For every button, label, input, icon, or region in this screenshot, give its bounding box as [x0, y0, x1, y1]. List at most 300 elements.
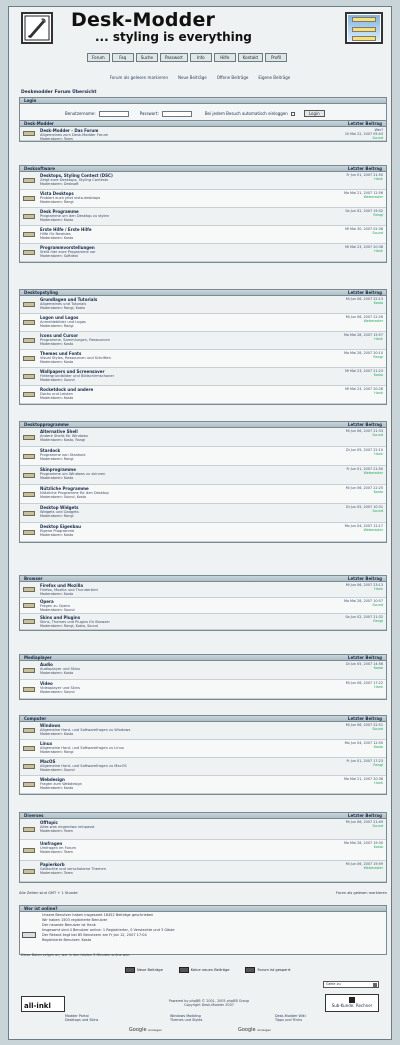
forum-folder-icon	[20, 190, 38, 207]
last-post-line: Mi Jun 06, 2007 23:13	[345, 583, 383, 587]
forum-moderators: Moderatoren: Rangi	[40, 457, 74, 461]
forum-row[interactable]	[20, 680, 386, 699]
forum-info	[38, 758, 308, 775]
forum-title[interactable]: Vista Desktops	[40, 191, 74, 196]
forum-info	[38, 485, 308, 503]
forum-moderators: Moderatoren: Sound	[40, 690, 75, 694]
forum-row[interactable]	[20, 314, 386, 332]
last-post-line[interactable]: Rangi	[373, 763, 383, 768]
username-label: Benutzername:	[65, 111, 96, 116]
last-post	[308, 485, 386, 503]
forum-description: Eigene Programme	[40, 529, 75, 533]
breadcrumb[interactable]: Deskmodder Forum Übersicht	[21, 90, 97, 95]
google-sub: Anzeigen	[148, 1028, 162, 1032]
page-container	[8, 6, 392, 1040]
last-post-line[interactable]: Webmaster	[363, 319, 383, 324]
forum-moderators: Moderatoren: Kosto	[40, 342, 74, 346]
legend-label: Keine neuen Beiträge	[190, 968, 230, 972]
forum-description: Widgets und Gadgets	[40, 510, 79, 514]
last-post-line[interactable]: Sound	[372, 433, 383, 438]
forum-info	[38, 680, 308, 698]
password-input[interactable]	[162, 111, 192, 117]
forum-row[interactable]	[20, 368, 386, 386]
category-2	[19, 289, 387, 405]
forum-title[interactable]: Windows	[40, 723, 61, 728]
last-post-line[interactable]: Hank	[374, 685, 383, 690]
forum-description: Andere Shells für Windows	[40, 434, 88, 438]
category-title[interactable]: Desktopstyling	[24, 290, 58, 295]
nav-passwort[interactable]: Passwort	[160, 53, 188, 62]
forum-folder-icon	[20, 314, 38, 331]
forum-row[interactable]	[20, 582, 386, 598]
last-post-header: Letzter Beitrag	[347, 121, 382, 126]
forum-title[interactable]: Icons und Cursor	[40, 333, 79, 338]
last-post-line: Di Jun 05, 2007 14:56	[346, 662, 383, 666]
last-post-line[interactable]: Hank	[374, 587, 383, 592]
last-post-line: Sa Jun 02, 2007 19:32	[345, 209, 383, 213]
forum-folder-icon	[20, 368, 38, 385]
last-post-line[interactable]: Hank	[374, 337, 383, 342]
forum-folder-icon	[20, 680, 38, 698]
partner-block	[275, 1014, 365, 1023]
forum-title[interactable]: Wallpapers und Screensaver	[40, 369, 105, 374]
forum-info	[38, 386, 308, 403]
banner-stripe	[352, 17, 376, 22]
forum-moderators: Moderatoren: Desksoft	[40, 182, 79, 186]
last-post-line[interactable]: Rangi	[373, 355, 383, 360]
forum-description: Fragen zu Opera	[40, 604, 70, 608]
last-post-line[interactable]: Hank	[374, 452, 383, 457]
hosting-logo-text: all-inkl	[24, 1002, 51, 1010]
last-post	[308, 680, 386, 698]
category-title[interactable]: Mediaplayer	[24, 655, 52, 660]
forum-folder-icon	[20, 208, 38, 225]
last-post	[308, 350, 386, 367]
forum-title[interactable]: Desktop Widgets	[40, 505, 79, 510]
who-line: Insgesamt sind 4 Benutzer online: 1 Registrierter, 0 Versteckte und 3 Gäste	[42, 928, 175, 932]
forum-folder-icon	[20, 776, 38, 793]
last-post	[308, 661, 386, 679]
last-post-line[interactable]: Sound	[372, 603, 383, 608]
timezone-note: Alle Zeiten sind GMT + 1 Stunde	[19, 891, 78, 895]
last-post	[308, 523, 386, 541]
partner-link[interactable]: Themes und Styles	[170, 1018, 203, 1023]
forum-info	[38, 523, 308, 541]
last-post-line: Mi Jun 06, 2007 21:33	[345, 429, 383, 433]
footer-badge[interactable]	[325, 994, 379, 1012]
forum-folder-icon	[20, 661, 38, 679]
site-title: Desk-Modder	[71, 9, 216, 31]
hosting-logo[interactable]	[21, 996, 65, 1012]
last-post-line: Sa Jun 02, 2007 21:32	[345, 615, 383, 619]
last-post-line[interactable]: Kosto	[373, 745, 383, 750]
last-post	[308, 226, 386, 243]
forum-info	[38, 314, 308, 331]
copyright-line: Copyright Desk-Modder 2007	[184, 1003, 234, 1008]
legend-item	[179, 967, 230, 973]
forum-title[interactable]: Firefox und Mozilla	[40, 583, 84, 588]
forum-row[interactable]	[20, 819, 386, 840]
last-post	[308, 332, 386, 349]
partner-link[interactable]: Desk-Modder Wiki	[275, 1014, 306, 1018]
forum-row[interactable]	[20, 722, 386, 740]
forum-folder-icon	[20, 819, 38, 839]
forum-moderators: Moderatoren: Rangi, Kosto	[40, 306, 85, 310]
forum-row[interactable]	[20, 861, 386, 882]
forum-row[interactable]	[20, 504, 386, 523]
last-post-line[interactable]: Hank	[374, 177, 383, 182]
forum-row[interactable]	[20, 190, 386, 208]
forum-folder-icon	[20, 428, 38, 446]
forum-folder-icon	[20, 523, 38, 541]
last-post	[308, 244, 386, 261]
last-post-line: Mo Mai 28, 2007 10:57	[343, 599, 383, 603]
forum-row[interactable]	[20, 226, 386, 244]
category-1	[19, 165, 387, 263]
last-post	[308, 504, 386, 522]
partner-links	[65, 1014, 365, 1023]
forum-moderators: Moderatoren: Kosto	[40, 592, 74, 596]
last-post-header: Letzter Beitrag	[347, 813, 382, 818]
forum-title[interactable]: Programmvorstellungen	[40, 245, 95, 250]
forum-moderators: Moderatoren: Team	[40, 137, 73, 140]
last-post-line[interactable]: Webmaster	[363, 471, 383, 476]
forum-description: Visual Styles, Ressourcen und Schriften	[40, 356, 111, 360]
forum-title[interactable]: Themes und Fonts	[40, 351, 82, 356]
subnav-link[interactable]: Eigene Beiträge	[258, 75, 291, 80]
last-post	[308, 582, 386, 597]
nav-faq[interactable]: Faq	[112, 53, 134, 62]
last-post-line[interactable]: Webmaster	[363, 866, 383, 871]
last-post-line[interactable]: Kosto	[373, 373, 383, 378]
forum-row[interactable]	[20, 208, 386, 226]
forum-moderators: Moderatoren: Team	[40, 850, 73, 854]
category-title[interactable]: Browser	[24, 576, 43, 581]
forum-info	[38, 172, 308, 189]
category-5	[19, 654, 387, 700]
last-post-line: Mo Jun 04, 2007 12:50	[344, 741, 383, 745]
forum-moderators: Moderatoren: Kosto	[40, 732, 74, 736]
banner-stripe	[352, 36, 376, 41]
forum-description: Allgemeine Hard- und Softwarefragen zu Windows	[40, 728, 131, 732]
last-post-line[interactable]: Webmaster	[363, 528, 383, 533]
last-post	[308, 598, 386, 613]
forum-info	[38, 661, 308, 679]
forum-title[interactable]: Alternative Shell	[40, 429, 78, 434]
nav-suche[interactable]: Suche	[136, 53, 158, 62]
google-text: Google	[238, 1027, 258, 1033]
last-post-line: Mi Mai 23, 2007 21:23	[345, 369, 383, 373]
forum-title[interactable]: Rocketdock und andere	[40, 387, 94, 392]
forum-moderators: Moderatoren: Rangi	[40, 324, 74, 328]
last-post	[308, 447, 386, 465]
category-4	[19, 575, 387, 631]
forum-title[interactable]: Audio	[40, 662, 53, 667]
forum-row[interactable]	[20, 296, 386, 314]
subnav-link[interactable]: Neue Beiträge	[178, 75, 207, 80]
subnav-link[interactable]: Offene Beiträge	[216, 75, 249, 80]
who-is-online	[19, 905, 387, 955]
forum-row[interactable]	[20, 661, 386, 680]
partner-link[interactable]: Desktops und Skins	[65, 1018, 99, 1023]
forum-folder-icon	[20, 447, 38, 465]
forum-description: Probiert euch jetzt vista-desktops	[40, 196, 101, 200]
forum-title[interactable]: Skinprogramme	[40, 467, 76, 472]
forum-info	[38, 598, 308, 613]
last-post-line: Mi Mai 23, 2007 20:38	[345, 245, 383, 249]
forum-moderators: Moderatoren: Kosto	[40, 360, 74, 364]
forum-description: Audioplayer und Skins	[40, 667, 81, 671]
forum-folder-icon	[20, 740, 38, 757]
category-title[interactable]: Diverses	[24, 813, 44, 818]
mark-read-link[interactable]: Foren als gelesen markieren	[336, 891, 387, 895]
forum-row[interactable]	[20, 758, 386, 776]
remember-checkbox[interactable]	[291, 112, 295, 116]
legend-label: Forum ist gesperrt	[257, 968, 291, 972]
last-post-line[interactable]: Hank	[374, 391, 383, 396]
last-post-line[interactable]: Kosto	[373, 845, 383, 850]
forum-description: Allgemeines zum Desk-Modder Forum	[40, 133, 109, 137]
forum-row[interactable]	[20, 244, 386, 262]
stats-line	[19, 891, 387, 895]
forum-title[interactable]: Desk-Modder - Das Forum	[40, 128, 99, 133]
forum-description: Allgemeines und Tutorials	[40, 302, 87, 306]
forum-row[interactable]	[20, 776, 386, 794]
forum-title[interactable]: Webdesign	[40, 777, 65, 782]
partner-link[interactable]: Tipps und Tricks	[275, 1018, 303, 1023]
forum-description: Gelöschte und verschobene Themen	[40, 867, 106, 871]
category-3	[19, 421, 387, 543]
forum-info	[38, 244, 308, 261]
forum-title[interactable]: Skins und Plugins	[40, 615, 81, 620]
partner-link[interactable]: Modder Portal	[65, 1014, 89, 1018]
forum-folder-icon	[20, 504, 38, 522]
sub-nav	[9, 75, 391, 80]
forum-folder-icon	[20, 226, 38, 243]
last-post-line: Mo Mai 21, 2007 12:56	[343, 191, 383, 195]
last-post-line[interactable]: Kosto	[373, 301, 383, 306]
last-post	[308, 776, 386, 793]
last-post-line[interactable]: Sound	[372, 231, 383, 236]
forum-description: Allgemeine Hard- und Softwarefragen zu Linux	[40, 746, 124, 750]
forum-moderators: Moderatoren: Sound	[40, 378, 75, 382]
forum-moderators: Moderatoren: Sound	[40, 608, 75, 612]
category-title[interactable]: Desk-Modder	[24, 121, 54, 126]
forum-folder-icon	[20, 244, 38, 261]
forum-folder-icon	[20, 127, 38, 140]
category-title[interactable]: Computer	[24, 716, 47, 721]
legend-item	[125, 967, 163, 973]
partner-link[interactable]: Windows Modding	[170, 1014, 201, 1018]
who-line: Wir haben 1503 registrierte Benutzer	[42, 918, 108, 922]
banner-badge[interactable]	[345, 12, 383, 44]
category-7	[19, 812, 387, 883]
forum-folder-icon	[20, 350, 38, 367]
who-stats	[38, 912, 386, 943]
forum-row[interactable]	[20, 127, 386, 141]
last-post-line[interactable]: Sound	[372, 509, 383, 514]
google-ads	[9, 1027, 391, 1033]
username-input[interactable]	[99, 111, 129, 117]
forum-description: Docks und Leisten	[40, 392, 73, 396]
who-line: Registrierte Benutzer: Kosto	[42, 938, 92, 942]
forum-info	[38, 861, 308, 881]
last-post-line: Mi Mai 30, 2007 02:38	[345, 227, 383, 231]
last-post	[308, 208, 386, 225]
forum-row[interactable]	[20, 332, 386, 350]
forum-title[interactable]: Erste Hilfe / Erste Hilfe	[40, 227, 92, 232]
forum-info	[38, 428, 308, 446]
forum-title[interactable]: Grundlagen und Tutorials	[40, 297, 98, 302]
forum-folder-icon	[20, 758, 38, 775]
last-post-line[interactable]: Rangi	[373, 213, 383, 218]
forum-description: Programme um Windows zu skinnen	[40, 472, 106, 476]
last-post-line[interactable]: Hank	[374, 781, 383, 786]
forum-title[interactable]: Offtopic	[40, 820, 58, 825]
last-post-line[interactable]: Sound	[372, 136, 383, 141]
forum-title[interactable]: Opera	[40, 599, 54, 604]
forum-moderators: Moderatoren: Sound	[40, 768, 75, 772]
login-box	[19, 97, 387, 121]
category-6	[19, 715, 387, 795]
forum-moderators: Moderatoren: Rangi	[40, 514, 74, 518]
forum-row[interactable]	[20, 350, 386, 368]
last-post-line[interactable]: Hank	[374, 249, 383, 254]
forum-title[interactable]: Video	[40, 681, 53, 686]
forum-row[interactable]	[20, 466, 386, 485]
forum-title[interactable]: Umfragen	[40, 841, 63, 846]
last-post	[308, 466, 386, 484]
last-post	[308, 614, 386, 629]
forum-row[interactable]	[20, 485, 386, 504]
forum-title[interactable]: Desk Programme	[40, 209, 79, 214]
last-post-header: Letzter Beitrag	[347, 716, 382, 721]
forum-title[interactable]: Logon und Logos	[40, 315, 79, 320]
online-icon	[20, 912, 38, 943]
forum-folder-icon	[20, 582, 38, 597]
forum-info	[38, 740, 308, 757]
last-post	[308, 314, 386, 331]
forum-moderators: Moderatoren: Rangi	[40, 200, 74, 204]
forum-moderators: Moderatoren: Team	[40, 829, 73, 833]
forum-description: Hilfe für Newbies	[40, 232, 71, 236]
forum-row[interactable]	[20, 614, 386, 630]
forum-info	[38, 447, 308, 465]
jump-select[interactable]: Gehe zu	[323, 981, 379, 988]
last-post	[308, 386, 386, 403]
forum-title[interactable]: Nützliche Programme	[40, 486, 89, 491]
forum-row[interactable]	[20, 428, 386, 447]
forum-title[interactable]: Desktops, Styling Contest (DSC)	[40, 173, 113, 178]
forum-info	[38, 819, 308, 839]
last-post	[308, 819, 386, 839]
last-post-line: Mi Jun 06, 2007 17:22	[345, 681, 383, 685]
last-post-line[interactable]: Sound	[372, 824, 383, 829]
forum-info	[38, 350, 308, 367]
last-post	[308, 722, 386, 739]
forum-description: Nützliche Programme für den Desktop	[40, 491, 109, 495]
copyright	[109, 999, 309, 1008]
forum-row[interactable]	[20, 840, 386, 861]
last-post	[308, 428, 386, 446]
forum-title[interactable]: Papierkorb	[40, 862, 65, 867]
last-post-line[interactable]: Webmaster	[363, 195, 383, 200]
who-line: Der Rekord liegt bei 85 Benutzern am Fr Jan 12, 2007 17:04	[42, 933, 147, 937]
last-post-line: Mo Mai 28, 2007 20:10	[343, 351, 383, 355]
paintbrush-icon	[24, 15, 50, 41]
last-post-line: Mi Jun 06, 2007 21:49	[345, 820, 383, 824]
forum-moderators: Moderatoren: Kosto	[40, 476, 74, 480]
forum-folder-icon	[20, 861, 38, 881]
forum-title[interactable]: Desktop Eigenbau	[40, 524, 81, 529]
forum-description: Umfragen im Forum	[40, 846, 77, 850]
legend-folder-icon	[179, 967, 189, 973]
last-post	[308, 840, 386, 860]
last-post-line[interactable]: Kosto	[373, 666, 383, 671]
last-post-line: Mi Jun 06, 2007 22:13	[345, 297, 383, 301]
who-title: Wer ist online?	[20, 906, 386, 912]
forum-row[interactable]	[20, 740, 386, 758]
forum-moderators: Moderatoren: Softdeal	[40, 254, 78, 258]
last-post-line[interactable]: Sound	[372, 727, 383, 732]
nav-profil[interactable]: Profil	[265, 53, 287, 62]
category-title[interactable]: Desktopprogramme	[24, 422, 69, 427]
forum-row[interactable]	[20, 386, 386, 404]
last-post-line[interactable]: Rangi	[373, 619, 383, 624]
icon-legend	[125, 967, 291, 973]
forum-moderators: Moderatoren: Kosto, Rangi	[40, 438, 85, 442]
last-post-line: Fr Jun 01, 2007 17:23	[346, 759, 383, 763]
google-logo[interactable]	[129, 1027, 162, 1033]
legend-label: Neue Beiträge	[137, 968, 163, 972]
forum-row[interactable]	[20, 172, 386, 190]
subnav-link[interactable]: Forum als gelesen markieren	[109, 75, 168, 80]
forum-folder-icon	[20, 386, 38, 403]
category-title[interactable]: Desksoftware	[24, 166, 55, 171]
nav-info[interactable]: Info	[190, 53, 212, 62]
last-post-line[interactable]: Kosto	[373, 490, 383, 495]
nav-kontakt[interactable]: Kontakt	[238, 53, 263, 62]
remember-label: Bei jedem Besuch automatisch einloggen	[204, 111, 288, 116]
forum-description: Programme, Sammlungen, Ressourcen	[40, 338, 110, 342]
login-button[interactable]: Login	[304, 110, 325, 117]
last-post	[308, 368, 386, 385]
site-logo[interactable]	[21, 12, 53, 44]
forum-title[interactable]: Stardock	[40, 448, 61, 453]
forum-moderators: Moderatoren: Kosto	[40, 396, 74, 400]
nav-hilfe[interactable]: Hilfe	[214, 53, 236, 62]
forum-info	[38, 296, 308, 313]
google-logo[interactable]	[238, 1027, 271, 1033]
forum-moderators: Moderatoren: Team	[40, 871, 73, 875]
who-line: Der neueste Benutzer ist Hank	[42, 923, 96, 927]
forum-row[interactable]	[20, 447, 386, 466]
google-text: Google	[128, 1027, 149, 1033]
nav-forum[interactable]: Forum	[87, 53, 110, 62]
forum-moderators: Moderatoren: Sound, Kosto	[40, 495, 87, 499]
forum-title[interactable]: Linux	[40, 741, 53, 746]
forum-title[interactable]: MacOS	[40, 759, 56, 764]
forum-row[interactable]	[20, 523, 386, 542]
last-post-line: Mo Jun 04, 2007 12:17	[344, 524, 383, 528]
last-post-line: Di Jun 05, 2007 22:10	[346, 448, 383, 452]
forum-row[interactable]	[20, 598, 386, 614]
last-post-line: Mi Jun 06, 2007 19:59	[345, 862, 383, 866]
forum-folder-icon	[20, 598, 38, 613]
last-post-line: Mo Mai 28, 2007 19:30	[343, 841, 383, 845]
forum-moderators: Moderatoren: Rangi	[40, 750, 74, 754]
last-post-line: Mo Mai 28, 2007 15:57	[343, 333, 383, 337]
